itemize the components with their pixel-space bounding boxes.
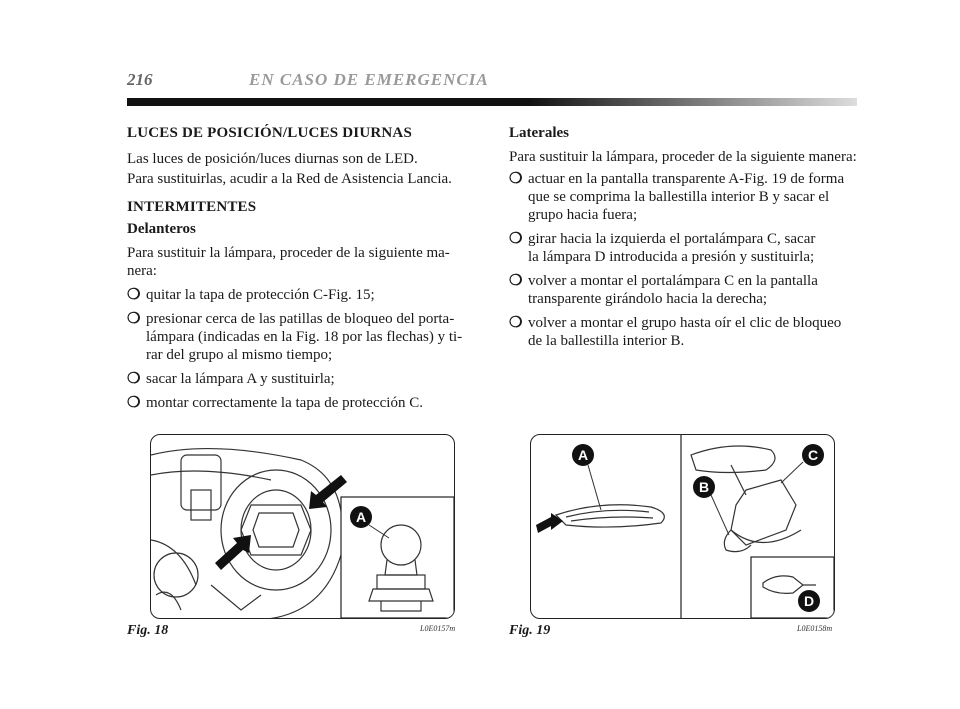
paragraph-assistance: Para sustituirlas, acudir a la Red de Asistencia Lancia. — [127, 171, 452, 187]
list-item-text: grupo hacia fuera; — [528, 207, 638, 223]
figure-18-illustration — [150, 434, 455, 619]
list-item-text: presionar cerca de las patillas de bloqueo del porta- — [146, 311, 455, 327]
running-title: EN CASO DE EMERGENCIA — [249, 70, 489, 89]
section-heading-indicators: INTERMITENTES — [127, 199, 257, 215]
list-item — [127, 394, 475, 412]
list-item-text: quitar la tapa de protección C-Fig. 15; — [146, 287, 375, 303]
list-item — [127, 310, 475, 364]
paragraph-intro — [127, 244, 475, 280]
subheading-side: Laterales — [509, 125, 569, 141]
figure-19-illustration — [530, 434, 835, 619]
bullet-mark: ❍ — [509, 171, 523, 187]
paragraph-intro-side: Para sustituir la lámpara, proceder de la siguiente manera: — [509, 149, 857, 165]
figure-18-code: L0E0157m — [420, 624, 456, 633]
section-heading-position-lights: LUCES DE POSICIÓN/LUCES DIURNAS — [127, 125, 413, 141]
list-item-text: rar del grupo al mismo tiempo; — [146, 347, 333, 363]
list-item — [509, 272, 857, 308]
bullet-mark: ❍ — [127, 311, 141, 327]
paragraph-led: Las luces de posición/luces diurnas son de LED. — [127, 151, 418, 167]
label-b: B — [698, 479, 710, 495]
list-item-text: montar correctamente la tapa de protección C. — [146, 395, 423, 411]
list-item-text: girar hacia la izquierda el portalámpara C, sacar — [528, 231, 816, 247]
subheading-front: Delanteros — [127, 221, 196, 237]
figure-19-code: L0E0158m — [797, 624, 833, 633]
header-rule — [127, 98, 857, 106]
bullet-list-front — [127, 286, 475, 412]
figure-18-caption: Fig. 18 — [127, 623, 169, 638]
label-a: A — [355, 509, 367, 525]
list-item-text: que se comprima la ballestilla interior B y sacar el — [528, 189, 830, 205]
intro-line: Para sustituir la lámpara, proceder de la siguiente ma- — [127, 245, 450, 261]
side-indicator-drawing — [531, 435, 835, 619]
intro-line: nera: — [127, 263, 157, 279]
list-item-text: volver a montar el portalámpara C en la pantalla — [528, 273, 818, 289]
bullet-mark: ❍ — [509, 231, 523, 247]
right-column — [509, 124, 857, 356]
bullet-list-side — [509, 170, 857, 350]
list-item-text: la lámpara D introducida a presión y sustituirla; — [528, 249, 815, 265]
list-item — [127, 286, 475, 304]
page-number: 216 — [127, 70, 153, 89]
list-item-text: lámpara (indicadas en la Fig. 18 por las flechas) y ti- — [146, 329, 463, 345]
list-item — [127, 370, 475, 388]
bullet-mark: ❍ — [509, 315, 523, 331]
list-item-text: actuar en la pantalla transparente A-Fig. 19 de forma — [528, 171, 845, 187]
list-item-text: de la ballestilla interior B. — [528, 333, 685, 349]
list-item — [509, 314, 857, 350]
label-d: D — [803, 593, 815, 609]
list-item-text: sacar la lámpara A y sustituirla; — [146, 371, 335, 387]
bullet-mark: ❍ — [127, 395, 141, 411]
label-a: A — [577, 447, 589, 463]
bullet-mark: ❍ — [509, 273, 523, 289]
left-column — [127, 124, 475, 418]
figure-19-caption: Fig. 19 — [509, 623, 551, 638]
list-item-text: transparente girándolo hacia la derecha; — [528, 291, 768, 307]
label-c: C — [807, 447, 819, 463]
bullet-mark: ❍ — [127, 287, 141, 303]
list-item — [509, 170, 857, 224]
bullet-mark: ❍ — [127, 371, 141, 387]
list-item-text: volver a montar el grupo hasta oír el clic de bloqueo — [528, 315, 842, 331]
headlamp-bulb-drawing — [151, 435, 455, 619]
list-item — [509, 230, 857, 266]
